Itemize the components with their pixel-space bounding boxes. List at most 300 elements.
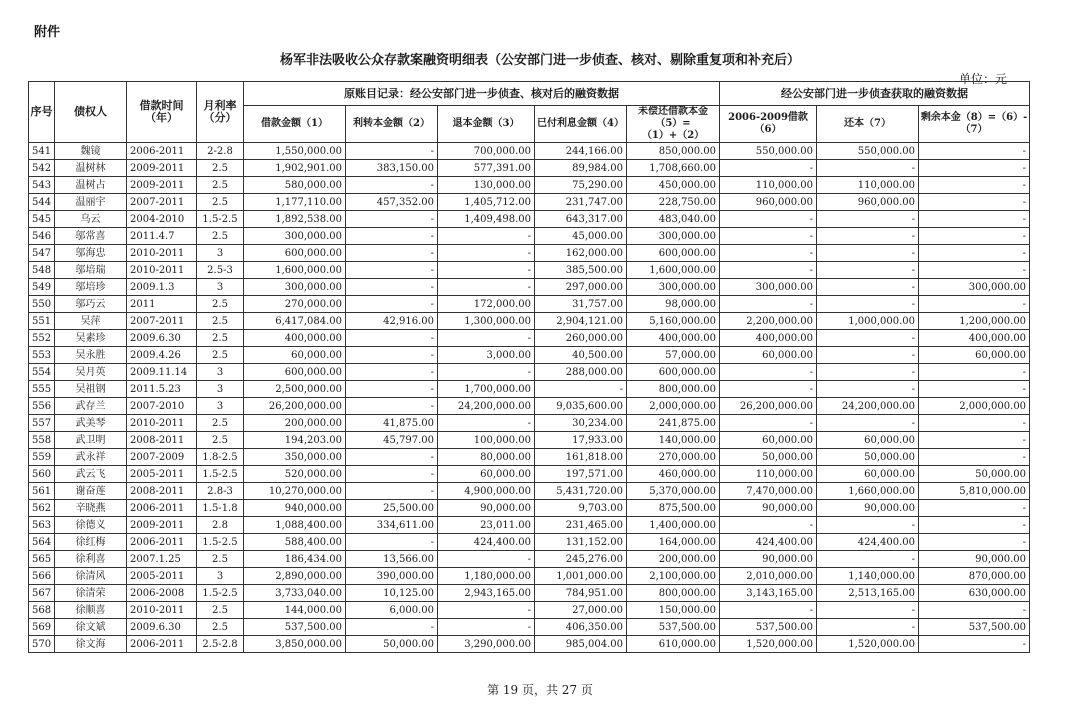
page-title: 杨军非法吸收公众存款案融资明细表（公安部门进一步侦查、核对、剔除重复项和补充后） xyxy=(279,53,800,68)
cell-interest-transfer: 6,000.00 xyxy=(346,602,438,619)
financing-table xyxy=(28,81,1030,653)
cell-loan-amount: 2,500,000.00 xyxy=(244,381,346,398)
cell-seq: 541 xyxy=(29,143,55,160)
cell-loan-2006-2009: - xyxy=(720,245,817,262)
cell-refund-principal: - xyxy=(438,602,535,619)
cell-repaid: - xyxy=(817,279,919,296)
cell-creditor: 吴素珍 xyxy=(55,330,127,347)
cell-remaining: - xyxy=(919,194,1030,211)
cell-loan-2006-2009: 300,000.00 xyxy=(720,279,817,296)
cell-refund-principal: 100,000.00 xyxy=(438,432,535,449)
table-row xyxy=(29,381,1030,398)
cell-interest-transfer: - xyxy=(346,381,438,398)
cell-refund-principal: - xyxy=(438,228,535,245)
cell-paid-interest: 985,004.00 xyxy=(535,636,627,653)
cell-remaining: - xyxy=(919,143,1030,160)
cell-unpaid-principal: 2,000,000.00 xyxy=(627,398,720,415)
cell-creditor: 魏镜 xyxy=(55,143,127,160)
cell-loan-2006-2009: 550,000.00 xyxy=(720,143,817,160)
cell-paid-interest: 385,500.00 xyxy=(535,262,627,279)
cell-loan-2006-2009: 90,000.00 xyxy=(720,551,817,568)
cell-rate: 3 xyxy=(197,245,244,262)
cell-repaid: 90,000.00 xyxy=(817,500,919,517)
cell-seq: 563 xyxy=(29,517,55,534)
cell-unpaid-principal: 164,000.00 xyxy=(627,534,720,551)
cell-unpaid-principal: 400,000.00 xyxy=(627,330,720,347)
cell-refund-principal: 60,000.00 xyxy=(438,466,535,483)
cell-seq: 559 xyxy=(29,449,55,466)
cell-interest-transfer: - xyxy=(346,143,438,160)
cell-interest-transfer: - xyxy=(346,228,438,245)
cell-loan-2006-2009: - xyxy=(720,415,817,432)
cell-paid-interest: 131,152.00 xyxy=(535,534,627,551)
cell-repaid: - xyxy=(817,228,919,245)
table-row xyxy=(29,143,1030,160)
cell-loan-2006-2009: 60,000.00 xyxy=(720,432,817,449)
cell-paid-interest: 89,984.00 xyxy=(535,160,627,177)
cell-unpaid-principal: 5,160,000.00 xyxy=(627,313,720,330)
cell-period: 2009.6.30 xyxy=(127,619,197,636)
cell-creditor: 谢奋莲 xyxy=(55,483,127,500)
cell-repaid: - xyxy=(817,619,919,636)
cell-loan-amount: 940,000.00 xyxy=(244,500,346,517)
cell-unpaid-principal: 300,000.00 xyxy=(627,228,720,245)
cell-interest-transfer: - xyxy=(346,347,438,364)
cell-interest-transfer: - xyxy=(346,279,438,296)
table-row xyxy=(29,279,1030,296)
cell-rate: 2.5 xyxy=(197,160,244,177)
cell-remaining: - xyxy=(919,517,1030,534)
table-row xyxy=(29,160,1030,177)
cell-period: 2008-2011 xyxy=(127,483,197,500)
cell-creditor: 徐利喜 xyxy=(55,551,127,568)
cell-seq: 547 xyxy=(29,245,55,262)
cell-rate: 3 xyxy=(197,279,244,296)
cell-rate: 1.5-2.5 xyxy=(197,534,244,551)
cell-seq: 570 xyxy=(29,636,55,653)
cell-seq: 566 xyxy=(29,568,55,585)
cell-rate: 2.5 xyxy=(197,177,244,194)
cell-unpaid-principal: 300,000.00 xyxy=(627,279,720,296)
cell-loan-2006-2009: - xyxy=(720,296,817,313)
cell-interest-transfer: - xyxy=(346,449,438,466)
cell-period: 2011 xyxy=(127,296,197,313)
cell-repaid: - xyxy=(817,211,919,228)
cell-rate: 3 xyxy=(197,568,244,585)
cell-paid-interest: 643,317.00 xyxy=(535,211,627,228)
cell-refund-principal: 1,405,712.00 xyxy=(438,194,535,211)
col-header-seq: 序号 xyxy=(29,82,55,143)
cell-seq: 543 xyxy=(29,177,55,194)
cell-paid-interest: 2,904,121.00 xyxy=(535,313,627,330)
cell-seq: 562 xyxy=(29,500,55,517)
cell-paid-interest: 5,431,720.00 xyxy=(535,483,627,500)
cell-rate: 3 xyxy=(197,398,244,415)
attachment-label: 附件 xyxy=(34,25,61,40)
cell-remaining: - xyxy=(919,500,1030,517)
cell-paid-interest: 288,000.00 xyxy=(535,364,627,381)
page-number: 第 19 页，共 27 页 xyxy=(487,683,593,697)
cell-unpaid-principal: 600,000.00 xyxy=(627,364,720,381)
cell-repaid: 1,520,000.00 xyxy=(817,636,919,653)
cell-repaid: 550,000.00 xyxy=(817,143,919,160)
cell-seq: 565 xyxy=(29,551,55,568)
cell-loan-amount: 350,000.00 xyxy=(244,449,346,466)
cell-loan-2006-2009: 424,400.00 xyxy=(720,534,817,551)
table-body xyxy=(29,143,1030,653)
table-row xyxy=(29,347,1030,364)
cell-loan-amount: 300,000.00 xyxy=(244,279,346,296)
cell-loan-2006-2009: 537,500.00 xyxy=(720,619,817,636)
cell-seq: 558 xyxy=(29,432,55,449)
cell-unpaid-principal: 1,400,000.00 xyxy=(627,517,720,534)
cell-creditor: 邬培瑞 xyxy=(55,262,127,279)
cell-loan-amount: 1,600,000.00 xyxy=(244,262,346,279)
cell-remaining: 5,810,000.00 xyxy=(919,483,1030,500)
cell-loan-2006-2009: - xyxy=(720,517,817,534)
cell-loan-2006-2009: 3,143,165.00 xyxy=(720,585,817,602)
cell-remaining: 300,000.00 xyxy=(919,279,1030,296)
cell-paid-interest: 17,933.00 xyxy=(535,432,627,449)
cell-period: 2007-2009 xyxy=(127,449,197,466)
table-row xyxy=(29,194,1030,211)
col-header-paid-interest: 已付利息金额（4） xyxy=(535,106,627,143)
cell-refund-principal: 1,409,498.00 xyxy=(438,211,535,228)
cell-interest-transfer: - xyxy=(346,211,438,228)
cell-remaining: - xyxy=(919,602,1030,619)
col-header-loan-amount: 借款金额（1） xyxy=(244,106,346,143)
cell-rate: 3 xyxy=(197,364,244,381)
cell-period: 2011.5.23 xyxy=(127,381,197,398)
cell-period: 2007-2011 xyxy=(127,313,197,330)
cell-period: 2009.4.26 xyxy=(127,347,197,364)
cell-seq: 561 xyxy=(29,483,55,500)
cell-seq: 551 xyxy=(29,313,55,330)
cell-seq: 568 xyxy=(29,602,55,619)
cell-creditor: 武存兰 xyxy=(55,398,127,415)
cell-loan-amount: 144,000.00 xyxy=(244,602,346,619)
cell-creditor: 武美琴 xyxy=(55,415,127,432)
cell-repaid: 1,000,000.00 xyxy=(817,313,919,330)
cell-paid-interest: 245,276.00 xyxy=(535,551,627,568)
cell-loan-2006-2009: 400,000.00 xyxy=(720,330,817,347)
cell-period: 2006-2011 xyxy=(127,500,197,517)
cell-refund-principal: - xyxy=(438,364,535,381)
cell-creditor: 吴萍 xyxy=(55,313,127,330)
cell-rate: 2.5 xyxy=(197,347,244,364)
cell-creditor: 乌云 xyxy=(55,211,127,228)
cell-period: 2011.4.7 xyxy=(127,228,197,245)
cell-interest-transfer: 42,916.00 xyxy=(346,313,438,330)
cell-seq: 554 xyxy=(29,364,55,381)
cell-period: 2007.1.25 xyxy=(127,551,197,568)
cell-refund-principal: 3,000.00 xyxy=(438,347,535,364)
cell-period: 2005-2011 xyxy=(127,568,197,585)
cell-rate: 1.5-1.8 xyxy=(197,500,244,517)
cell-repaid: 960,000.00 xyxy=(817,194,919,211)
cell-repaid: - xyxy=(817,160,919,177)
cell-loan-2006-2009: - xyxy=(720,160,817,177)
cell-loan-amount: 3,733,040.00 xyxy=(244,585,346,602)
cell-interest-transfer: 334,611.00 xyxy=(346,517,438,534)
table-row xyxy=(29,500,1030,517)
cell-paid-interest: 197,571.00 xyxy=(535,466,627,483)
cell-loan-amount: 580,000.00 xyxy=(244,177,346,194)
cell-rate: 2.5-2.8 xyxy=(197,636,244,653)
table-row xyxy=(29,398,1030,415)
cell-creditor: 辛晓燕 xyxy=(55,500,127,517)
cell-unpaid-principal: 1,708,660.00 xyxy=(627,160,720,177)
cell-paid-interest: 75,290.00 xyxy=(535,177,627,194)
cell-creditor: 吴月英 xyxy=(55,364,127,381)
cell-seq: 560 xyxy=(29,466,55,483)
cell-rate: 2.5-3 xyxy=(197,262,244,279)
cell-interest-transfer: 41,875.00 xyxy=(346,415,438,432)
cell-remaining: - xyxy=(919,364,1030,381)
cell-creditor: 徐文斌 xyxy=(55,619,127,636)
cell-remaining: - xyxy=(919,177,1030,194)
cell-repaid: - xyxy=(817,364,919,381)
cell-creditor: 徐德义 xyxy=(55,517,127,534)
cell-paid-interest: 244,166.00 xyxy=(535,143,627,160)
cell-unpaid-principal: 140,000.00 xyxy=(627,432,720,449)
cell-rate: 2.5 xyxy=(197,228,244,245)
table-row xyxy=(29,415,1030,432)
cell-loan-2006-2009: 26,200,000.00 xyxy=(720,398,817,415)
cell-repaid: - xyxy=(817,517,919,534)
cell-seq: 548 xyxy=(29,262,55,279)
col-header-repaid: 还本（7） xyxy=(817,106,919,143)
cell-rate: 1.5-2.5 xyxy=(197,466,244,483)
table-row xyxy=(29,636,1030,653)
cell-loan-2006-2009: 90,000.00 xyxy=(720,500,817,517)
cell-remaining: 400,000.00 xyxy=(919,330,1030,347)
cell-interest-transfer: 13,566.00 xyxy=(346,551,438,568)
cell-loan-2006-2009: - xyxy=(720,364,817,381)
col-header-remaining: 剩余本金（8）=（6）-（7） xyxy=(919,106,1030,143)
cell-rate: 1.5-2.5 xyxy=(197,211,244,228)
cell-paid-interest: 162,000.00 xyxy=(535,245,627,262)
col-header-unpaid-principal: 未偿还借款本金（5）=（1）+（2） xyxy=(627,106,720,143)
cell-unpaid-principal: 270,000.00 xyxy=(627,449,720,466)
cell-repaid: - xyxy=(817,551,919,568)
cell-creditor: 温丽宇 xyxy=(55,194,127,211)
cell-loan-amount: 3,850,000.00 xyxy=(244,636,346,653)
table-row xyxy=(29,228,1030,245)
table-row xyxy=(29,466,1030,483)
cell-remaining: - xyxy=(919,534,1030,551)
cell-seq: 549 xyxy=(29,279,55,296)
cell-refund-principal: 700,000.00 xyxy=(438,143,535,160)
cell-rate: 2.5 xyxy=(197,313,244,330)
cell-seq: 556 xyxy=(29,398,55,415)
cell-loan-amount: 537,500.00 xyxy=(244,619,346,636)
cell-interest-transfer: 390,000.00 xyxy=(346,568,438,585)
cell-loan-amount: 1,550,000.00 xyxy=(244,143,346,160)
table-row xyxy=(29,245,1030,262)
cell-interest-transfer: - xyxy=(346,296,438,313)
cell-refund-principal: 2,943,165.00 xyxy=(438,585,535,602)
cell-loan-amount: 1,902,901.00 xyxy=(244,160,346,177)
cell-interest-transfer: - xyxy=(346,177,438,194)
cell-loan-amount: 600,000.00 xyxy=(244,245,346,262)
cell-unpaid-principal: 228,750.00 xyxy=(627,194,720,211)
cell-seq: 564 xyxy=(29,534,55,551)
cell-period: 2009.1.3 xyxy=(127,279,197,296)
cell-loan-amount: 26,200,000.00 xyxy=(244,398,346,415)
table-row xyxy=(29,568,1030,585)
cell-refund-principal: - xyxy=(438,415,535,432)
cell-unpaid-principal: 241,875.00 xyxy=(627,415,720,432)
cell-refund-principal: - xyxy=(438,619,535,636)
cell-rate: 2.5 xyxy=(197,432,244,449)
cell-refund-principal: 577,391.00 xyxy=(438,160,535,177)
cell-period: 2009-2011 xyxy=(127,517,197,534)
cell-seq: 567 xyxy=(29,585,55,602)
cell-refund-principal: 90,000.00 xyxy=(438,500,535,517)
cell-rate: 3 xyxy=(197,381,244,398)
table-row xyxy=(29,449,1030,466)
cell-unpaid-principal: 483,040.00 xyxy=(627,211,720,228)
cell-loan-amount: 1,088,400.00 xyxy=(244,517,346,534)
cell-loan-amount: 194,203.00 xyxy=(244,432,346,449)
cell-paid-interest: 45,000.00 xyxy=(535,228,627,245)
cell-period: 2010-2011 xyxy=(127,602,197,619)
table-row xyxy=(29,364,1030,381)
cell-unpaid-principal: 5,370,000.00 xyxy=(627,483,720,500)
cell-rate: 2.5 xyxy=(197,296,244,313)
cell-loan-2006-2009: 2,200,000.00 xyxy=(720,313,817,330)
cell-repaid: - xyxy=(817,381,919,398)
cell-repaid: - xyxy=(817,347,919,364)
table-row xyxy=(29,262,1030,279)
table-row xyxy=(29,517,1030,534)
cell-remaining: - xyxy=(919,296,1030,313)
cell-unpaid-principal: 610,000.00 xyxy=(627,636,720,653)
cell-loan-2006-2009: 960,000.00 xyxy=(720,194,817,211)
cell-loan-amount: 400,000.00 xyxy=(244,330,346,347)
cell-creditor: 邬海忠 xyxy=(55,245,127,262)
cell-creditor: 徐清荣 xyxy=(55,585,127,602)
cell-rate: 2.5 xyxy=(197,194,244,211)
cell-creditor: 邬培珍 xyxy=(55,279,127,296)
cell-unpaid-principal: 98,000.00 xyxy=(627,296,720,313)
cell-rate: 2.8-3 xyxy=(197,483,244,500)
cell-creditor: 温树林 xyxy=(55,160,127,177)
cell-refund-principal: 23,011.00 xyxy=(438,517,535,534)
cell-unpaid-principal: 537,500.00 xyxy=(627,619,720,636)
cell-period: 2004-2010 xyxy=(127,211,197,228)
cell-period: 2007-2010 xyxy=(127,398,197,415)
cell-loan-2006-2009: 50,000.00 xyxy=(720,449,817,466)
cell-paid-interest: 1,001,000.00 xyxy=(535,568,627,585)
group-header-further: 经公安部门进一步侦查获取的融资数据 xyxy=(720,82,1030,106)
cell-rate: 2-2.8 xyxy=(197,143,244,160)
cell-creditor: 徐文海 xyxy=(55,636,127,653)
cell-period: 2009.11.14 xyxy=(127,364,197,381)
cell-period: 2006-2011 xyxy=(127,534,197,551)
cell-interest-transfer: - xyxy=(346,466,438,483)
cell-remaining: 60,000.00 xyxy=(919,347,1030,364)
cell-refund-principal: - xyxy=(438,245,535,262)
cell-creditor: 吴永胜 xyxy=(55,347,127,364)
cell-repaid: 1,140,000.00 xyxy=(817,568,919,585)
cell-interest-transfer: - xyxy=(346,330,438,347)
cell-paid-interest: 9,703.00 xyxy=(535,500,627,517)
cell-period: 2010-2011 xyxy=(127,262,197,279)
cell-rate: 2.8 xyxy=(197,517,244,534)
cell-unpaid-principal: 2,100,000.00 xyxy=(627,568,720,585)
cell-paid-interest: 9,035,600.00 xyxy=(535,398,627,415)
cell-paid-interest: 406,350.00 xyxy=(535,619,627,636)
cell-refund-principal: 4,900,000.00 xyxy=(438,483,535,500)
cell-period: 2006-2008 xyxy=(127,585,197,602)
cell-rate: 2.5 xyxy=(197,415,244,432)
cell-loan-amount: 600,000.00 xyxy=(244,364,346,381)
cell-seq: 545 xyxy=(29,211,55,228)
table-row xyxy=(29,296,1030,313)
cell-interest-transfer: 383,150.00 xyxy=(346,160,438,177)
cell-creditor: 武永祥 xyxy=(55,449,127,466)
cell-repaid: 60,000.00 xyxy=(817,432,919,449)
cell-rate: 1.5-2.5 xyxy=(197,585,244,602)
cell-seq: 569 xyxy=(29,619,55,636)
cell-remaining: - xyxy=(919,228,1030,245)
cell-loan-2006-2009: - xyxy=(720,602,817,619)
cell-loan-amount: 270,000.00 xyxy=(244,296,346,313)
cell-remaining: - xyxy=(919,211,1030,228)
cell-rate: 1.8-2.5 xyxy=(197,449,244,466)
cell-refund-principal: 1,700,000.00 xyxy=(438,381,535,398)
cell-unpaid-principal: 850,000.00 xyxy=(627,143,720,160)
cell-remaining: - xyxy=(919,262,1030,279)
table-row xyxy=(29,211,1030,228)
col-header-creditor: 债权人 xyxy=(55,82,127,143)
cell-remaining: 870,000.00 xyxy=(919,568,1030,585)
cell-interest-transfer: - xyxy=(346,483,438,500)
cell-refund-principal: - xyxy=(438,262,535,279)
cell-creditor: 武卫明 xyxy=(55,432,127,449)
cell-unpaid-principal: 800,000.00 xyxy=(627,381,720,398)
cell-repaid: 424,400.00 xyxy=(817,534,919,551)
cell-refund-principal: 80,000.00 xyxy=(438,449,535,466)
cell-loan-amount: 588,400.00 xyxy=(244,534,346,551)
cell-remaining: 50,000.00 xyxy=(919,466,1030,483)
table-row xyxy=(29,602,1030,619)
cell-loan-amount: 1,177,110.00 xyxy=(244,194,346,211)
cell-creditor: 吴祖钢 xyxy=(55,381,127,398)
table-row xyxy=(29,619,1030,636)
cell-paid-interest: 297,000.00 xyxy=(535,279,627,296)
cell-loan-amount: 300,000.00 xyxy=(244,228,346,245)
cell-period: 2010-2011 xyxy=(127,245,197,262)
cell-creditor: 徐顺喜 xyxy=(55,602,127,619)
cell-unpaid-principal: 600,000.00 xyxy=(627,245,720,262)
cell-period: 2010-2011 xyxy=(127,415,197,432)
cell-refund-principal: - xyxy=(438,330,535,347)
cell-remaining: 1,200,000.00 xyxy=(919,313,1030,330)
cell-interest-transfer: 457,352.00 xyxy=(346,194,438,211)
cell-remaining: - xyxy=(919,381,1030,398)
cell-repaid: - xyxy=(817,262,919,279)
cell-period: 2005-2011 xyxy=(127,466,197,483)
cell-seq: 553 xyxy=(29,347,55,364)
cell-creditor: 武云飞 xyxy=(55,466,127,483)
cell-refund-principal: 130,000.00 xyxy=(438,177,535,194)
cell-remaining: 630,000.00 xyxy=(919,585,1030,602)
cell-unpaid-principal: 57,000.00 xyxy=(627,347,720,364)
cell-interest-transfer: - xyxy=(346,364,438,381)
